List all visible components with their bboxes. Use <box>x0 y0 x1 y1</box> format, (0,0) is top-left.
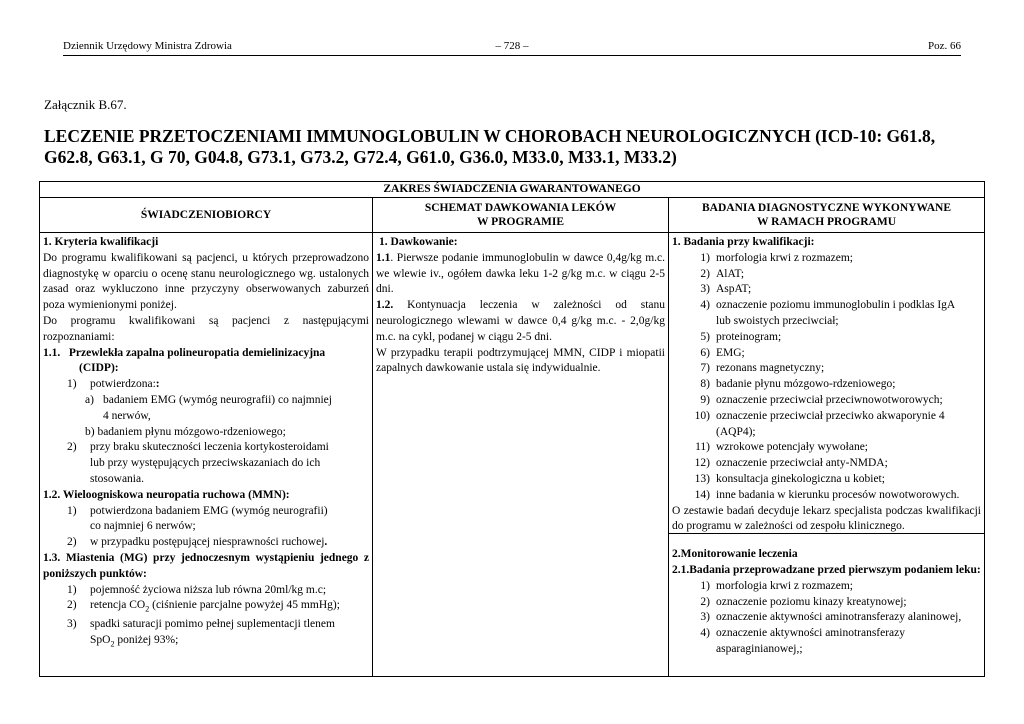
document-title: LECZENIE PRZETOCZENIAMI IMMUNOGLOBULIN W CHOROBACH NEUROLOGICZNYCH (ICD-10: G61.8, G62.8, G63.1, G 70, G04.8, G73.1, G73.2, G72.4, G61.0, G36.0, M33.0, M33.1, M33.2) <box>44 126 936 167</box>
annex-label: Załącznik B.67. <box>44 97 127 112</box>
section-title: 1. Dawkowanie: <box>379 236 458 248</box>
section-title: 1. Badania przy kwalifikacji: <box>672 236 815 248</box>
section-title: 1. Kryteria kwalifikacji <box>43 236 159 248</box>
list-item: 5) proteinogram; <box>700 330 782 343</box>
dosing-column <box>372 233 668 676</box>
list-item: 7) rezonans magnetyczny; <box>700 362 825 375</box>
list-item-cont: stosowania. <box>90 472 144 485</box>
list-item: 6) EMG; <box>700 346 745 359</box>
list-item: 1) morfologia krwi z rozmazem; <box>700 579 853 592</box>
list-item: 14) inne badania w kierunku procesów nowotworowych. <box>694 488 960 501</box>
paragraph: O zestawie badań decyduje lekarz specjalista podczas kwalifikacji do programu w zależności od zespołu klinicznego. <box>672 504 981 533</box>
position-number: Poz. 66 <box>928 40 961 52</box>
col-header-dosing: SCHEMAT DAWKOWANIA LEKÓW W PROGRAMIE <box>372 198 668 233</box>
list-item: (AQP4); <box>716 425 756 438</box>
list-item: 2) AlAT; <box>700 267 745 280</box>
page-number: – 728 – <box>495 40 529 52</box>
list-item: b) badaniem płynu mózgowo-rdzeniowego; <box>85 425 286 438</box>
list-item-cont: co najmniej 6 nerwów; <box>90 520 196 533</box>
section-title: 2.Monitorowanie leczenia <box>672 548 798 561</box>
paragraph: 1.1. Pierwsze podanie immunoglobulin w dawce 0,4g/kg m.c. we wlewie iv., ogółem dawka leku 1-2 g/kg m.c. w ciągu 2-5 dni. <box>376 251 665 296</box>
list-item-cont: lub przy występujących przeciwskazaniach do ich <box>90 457 321 470</box>
list-item: a) badaniem EMG (wymóg neurografii) co najmniej <box>85 393 332 406</box>
col-header-beneficiaries: ŚWIADCZENIOBIORCY <box>40 198 372 233</box>
paragraph: W przypadku terapii podtrzymującej MMN, CIDP i miopatii zapalnych dawkowanie ustala się indywidualnie. <box>376 346 665 375</box>
list-item: 12) oznaczenie przeciwciał anty-NMDA; <box>694 457 888 470</box>
paragraph: Do programu kwalifikowani są pacjenci z następującymi rozpoznaniami: <box>43 314 369 343</box>
list-item: 1) potwierdzona badaniem EMG (wymóg neurografii) <box>67 504 328 517</box>
list-item: 3) spadki saturacji pomimo pełnej suplementacji tlenem <box>67 618 335 631</box>
paragraph: Do programu kwalifikowani są pacjenci, u których przeprowadzono diagnostykę w oparciu o ocenę stanu neurologicznego wg. ustalonych zasad oraz wykluczono inne przyczyny obserwowanych zaburzeń poza wymienionymi poniżej. <box>43 251 369 312</box>
subsection-title: 1.3. Miastenia (MG) przy jednoczesnym wystąpieniu jednego z poniższych punktów: <box>43 551 369 580</box>
list-item: 3) AspAT; <box>700 283 752 296</box>
list-item: 4) oznaczenie poziomu immunoglobulin i podklas IgA <box>700 299 956 312</box>
list-item: lub swoistych przeciwciał; <box>716 314 839 327</box>
col-header-diagnostics: BADANIA DIAGNOSTYCZNE WYKONYWANE W RAMACH PROGRAMU <box>668 198 984 233</box>
list-item: 11) wzrokowe potencjały wywołane; <box>695 441 869 454</box>
list-item: 9) oznaczenie przeciwciał przeciwnowotworowych; <box>700 393 943 406</box>
subsection-title: 1.2. Wieloogniskowa neuropatia ruchowa (MMN): <box>43 488 290 501</box>
list-item: 2) przy braku skuteczności leczenia kortykosteroidami <box>67 441 329 454</box>
list-item-cont: SpO$_2$ poniżej 93%; <box>90 634 179 649</box>
list-item: 8) badanie płynu mózgowo-rdzeniowego; <box>700 378 896 391</box>
beneficiaries-column <box>40 233 372 676</box>
program-table <box>39 181 985 677</box>
list-item: 1) morfologia krwi z rozmazem; <box>700 251 853 264</box>
list-item: 4) oznaczenie aktywności aminotransferazy <box>700 627 906 640</box>
subsection-title: 1.1. Przewlekła zapalna polineuropatia demielinizacyjna <box>43 346 326 359</box>
list-item: asparaginianowej,; <box>716 642 803 655</box>
subsection-title-cont: (CIDP): <box>79 362 119 375</box>
page-header <box>63 38 961 56</box>
list-item: 3) oznaczenie aktywności aminotransferazy alaninowej, <box>700 611 962 624</box>
list-item: 2) retencja $CO_2$ (ciśnienie parcjalne powyżej 45 mmHg); <box>67 599 340 614</box>
section-divider <box>669 533 984 534</box>
diagnostics-list <box>672 251 981 504</box>
list-item: 1) potwierdzona: : <box>67 378 160 391</box>
monitoring-list <box>672 579 981 658</box>
list-item: 1) pojemność życiowa niższa lub równa 20ml/kg m.c; <box>67 583 327 596</box>
list-item-cont: 4 nerwów, <box>103 409 151 422</box>
diagnostics-column <box>668 233 984 676</box>
list-item: 2) oznaczenie poziomu kinazy kreatynowej; <box>700 595 907 608</box>
paragraph: 1.2. Kontynuacja leczenia w zależności od stanu neurologicznego wlewami w dawce 0,4 g/kg m.c. - 2,0g/kg m.c. na cykl, podanej w ciągu 2-5 dni. <box>376 299 665 343</box>
list-item: 10) oznaczenie przeciwciał przeciwko akwaporynie 4 <box>694 409 945 422</box>
subsection-title: 2.1.Badania przeprowadzane przed pierwszym podaniem leku: <box>672 563 981 576</box>
journal-name: Dziennik Urzędowy Ministra Zdrowia <box>63 40 232 52</box>
list-item: 2) w przypadku postępującej niesprawności ruchowej . <box>67 536 328 549</box>
list-item: 13) konsultacja ginekologiczna u kobiet; <box>694 472 885 485</box>
table-top-header: ZAKRES ŚWIADCZENIA GWARANTOWANEGO <box>40 182 984 198</box>
